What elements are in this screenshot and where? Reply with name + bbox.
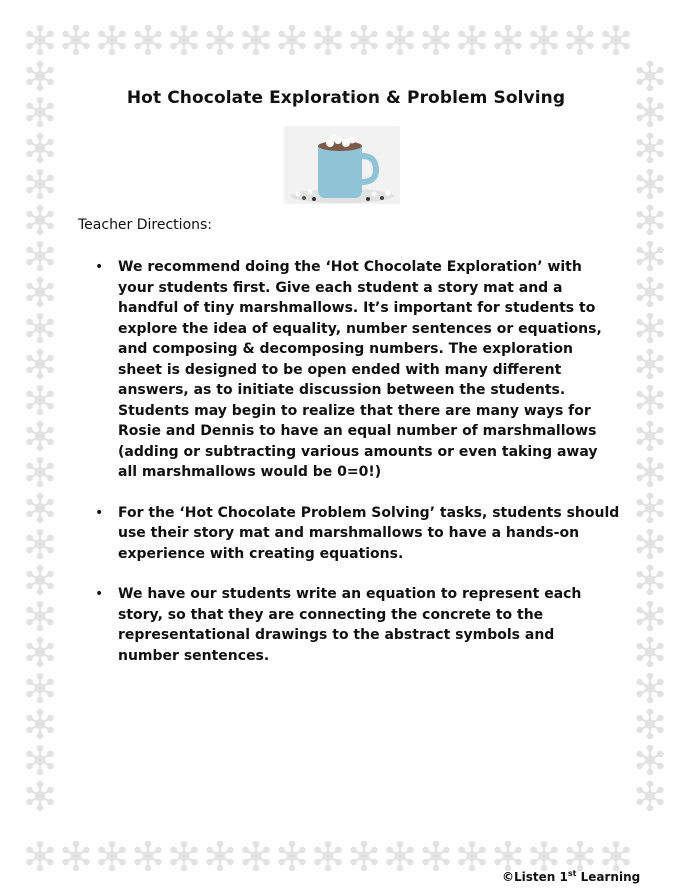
snowflake-icon xyxy=(637,566,662,594)
snowflake-icon xyxy=(27,278,52,306)
footer-superscript: st xyxy=(567,869,577,878)
snowflake-icon xyxy=(27,422,52,450)
snowflake-icon xyxy=(637,710,662,738)
snowflake-icon xyxy=(27,674,52,702)
snowflake-icon xyxy=(27,842,52,870)
snowflake-icon xyxy=(243,26,268,54)
bullet-icon: • xyxy=(95,586,104,602)
snowflake-icon xyxy=(637,278,662,306)
snowflake-icon xyxy=(637,98,662,126)
snowflake-icon xyxy=(135,26,160,54)
snowflake-icon xyxy=(637,134,662,162)
snowflake-icon xyxy=(27,458,52,486)
snowflake-icon xyxy=(531,26,556,54)
snowflake-icon xyxy=(459,26,484,54)
snowflake-icon xyxy=(27,530,52,558)
worksheet-page xyxy=(62,58,630,858)
snowflake-icon xyxy=(27,98,52,126)
mug-icon xyxy=(284,126,400,204)
snowflake-icon xyxy=(27,746,52,774)
snowflake-icon xyxy=(279,26,304,54)
snowflake-icon xyxy=(637,638,662,666)
snowflake-icon xyxy=(27,566,52,594)
snowflake-icon xyxy=(27,386,52,414)
copyright-footer xyxy=(502,869,640,884)
snowflake-icon xyxy=(27,242,52,270)
snowflake-icon xyxy=(27,314,52,342)
snowflake-icon xyxy=(637,530,662,558)
footer-suffix: Learning xyxy=(576,870,641,884)
snowflake-icon xyxy=(27,62,52,90)
snowflake-icon xyxy=(315,26,340,54)
snowflake-icon xyxy=(495,26,520,54)
snowflake-icon xyxy=(637,494,662,522)
direction-text: We have our students write an equation to represent each story, so that they are connecting the concrete to the representational drawings to the abstract symbols and number sentences. xyxy=(118,586,582,664)
list-item xyxy=(90,257,620,483)
snowflake-icon xyxy=(27,170,52,198)
snowflake-icon xyxy=(351,26,376,54)
snowflake-icon xyxy=(637,386,662,414)
snowflake-icon xyxy=(27,782,52,810)
snowflake-icon xyxy=(637,602,662,630)
snowflake-icon xyxy=(27,638,52,666)
snowflake-icon xyxy=(567,26,592,54)
snowflake-icon xyxy=(637,314,662,342)
snowflake-icon xyxy=(637,242,662,270)
footer-prefix: ©Listen 1 xyxy=(502,870,568,884)
snowflake-icon xyxy=(27,602,52,630)
snowflake-icon xyxy=(637,170,662,198)
snowflake-icon xyxy=(637,782,662,810)
snowflake-icon xyxy=(603,26,628,54)
snowflake-icon xyxy=(637,458,662,486)
bullet-icon: • xyxy=(95,259,104,275)
snowflake-icon xyxy=(27,26,52,54)
snowflake-icon xyxy=(27,494,52,522)
snowflake-icon xyxy=(387,26,412,54)
snowflake-icon xyxy=(27,350,52,378)
list-item xyxy=(90,503,620,565)
snowflake-icon xyxy=(637,422,662,450)
snowflake-icon xyxy=(99,26,124,54)
list-item xyxy=(90,584,620,666)
snowflake-icon xyxy=(423,26,448,54)
page-title: Hot Chocolate Exploration & Problem Solving xyxy=(126,88,566,108)
hot-chocolate-photo xyxy=(284,126,400,204)
snowflake-icon xyxy=(63,26,88,54)
snowflake-icon xyxy=(637,62,662,90)
snowflake-icon xyxy=(637,674,662,702)
directions-list xyxy=(90,257,620,686)
snowflake-icon xyxy=(171,26,196,54)
snowflake-icon xyxy=(637,350,662,378)
snowflake-icon xyxy=(27,710,52,738)
direction-text: We recommend doing the ‘Hot Chocolate Exploration’ with your students first. Give each student a story mat and a handful of tiny marshmallows. It’s important for students to explore the idea of equality, number sentences or equations, and composing & decomposing numbers. The exploration sheet is designed to be open ended with many different answers, as to initiate discussion between the students. Students may begin to realize that there are many ways for Rosie and Dennis to have an equal number of marshmallows (adding or subtracting various amounts or even taking away all marshmallows would be 0=0!) xyxy=(118,259,602,480)
snowflake-icon xyxy=(27,206,52,234)
snowflake-icon xyxy=(637,746,662,774)
section-heading: Teacher Directions: xyxy=(78,217,213,233)
snowflake-icon xyxy=(637,206,662,234)
bullet-icon: • xyxy=(95,504,104,521)
direction-text: For the ‘Hot Chocolate Problem Solving’ tasks, students should use their story mat and marshmallows to have a hands-on experience with creating equations. xyxy=(118,504,620,562)
snowflake-icon xyxy=(207,26,232,54)
snowflake-icon xyxy=(27,134,52,162)
